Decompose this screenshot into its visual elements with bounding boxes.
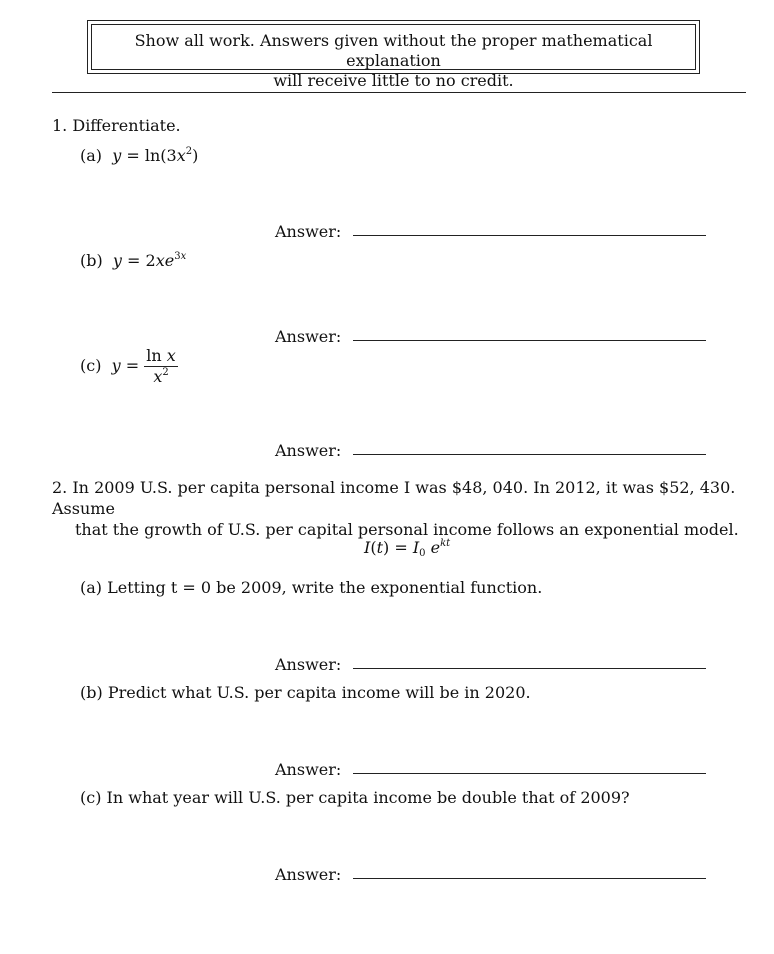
answer-line-1a[interactable]: [353, 235, 706, 236]
question-2c-text: In what year will U.S. per capita income be double that of 2009?: [106, 788, 630, 807]
header-divider: [52, 92, 746, 93]
answer-label-1a: Answer:: [275, 222, 342, 241]
question-1-header: [52, 116, 181, 135]
question-1c: [80, 346, 178, 387]
question-1a-label: (a): [80, 146, 103, 165]
answer-label-1c: Answer:: [275, 441, 342, 460]
question-2b: [80, 683, 531, 702]
answer-label-2a: Answer:: [275, 655, 342, 674]
answer-label-2c: Answer:: [275, 865, 342, 884]
question-1a-equation: $y = \ln(3x^2)$: [112, 146, 199, 165]
question-2b-text: Predict what U.S. per capita income will be in 2020.: [107, 683, 531, 702]
question-1c-equation: y = $\frac{\text{ln x}}{x^2}$: [111, 346, 176, 386]
instructions-inner-box: [91, 24, 696, 90]
answer-label-1b: Answer:: [275, 327, 342, 346]
question-1-prompt: Differentiate.: [72, 116, 181, 135]
question-2a-text: Letting t = 0 be 2009, write the exponential function.: [107, 578, 543, 597]
answer-line-2b[interactable]: [353, 773, 706, 774]
instructions-box: [87, 20, 700, 90]
question-2c: [80, 788, 630, 807]
question-2-number: 2.: [52, 478, 68, 497]
question-2c-label: (c): [80, 788, 102, 807]
question-1c-label: (c): [80, 356, 102, 375]
question-1b-equation: $y = 2xe^{3x}$: [112, 251, 187, 270]
instructions-line-1: Show all work. Answers given without the proper mathematical explanation: [134, 31, 653, 70]
question-2-intro-line-2: that the growth of U.S. per capital personal income follows an exponential model.: [75, 520, 739, 539]
fraction-ln-x-over-x-squared: $\frac{\text{ln x}}{x^2}$: [146, 346, 176, 386]
instructions-line-2: will receive little to no credit.: [273, 71, 514, 90]
question-2a: [80, 578, 542, 597]
question-1a: [80, 146, 198, 165]
answer-label-2b: Answer:: [275, 760, 342, 779]
answer-line-1c[interactable]: [353, 454, 706, 455]
question-1b-label: (b): [80, 251, 103, 270]
question-1b: [80, 251, 186, 270]
question-2-intro: [52, 477, 752, 540]
answer-line-1b[interactable]: [353, 340, 706, 341]
question-1-number: 1.: [52, 116, 68, 135]
question-2a-label: (a): [80, 578, 103, 597]
question-2b-label: (b): [80, 683, 103, 702]
answer-line-2a[interactable]: [353, 668, 706, 669]
exponential-model-equation: $I(t) = I_0$ $e^{kt}$: [364, 538, 451, 559]
answer-line-2c[interactable]: [353, 878, 706, 879]
question-2-intro-line-1: In 2009 U.S. per capita personal income I was $48, 040. In 2012, it was $52, 430. Assume: [52, 478, 736, 518]
